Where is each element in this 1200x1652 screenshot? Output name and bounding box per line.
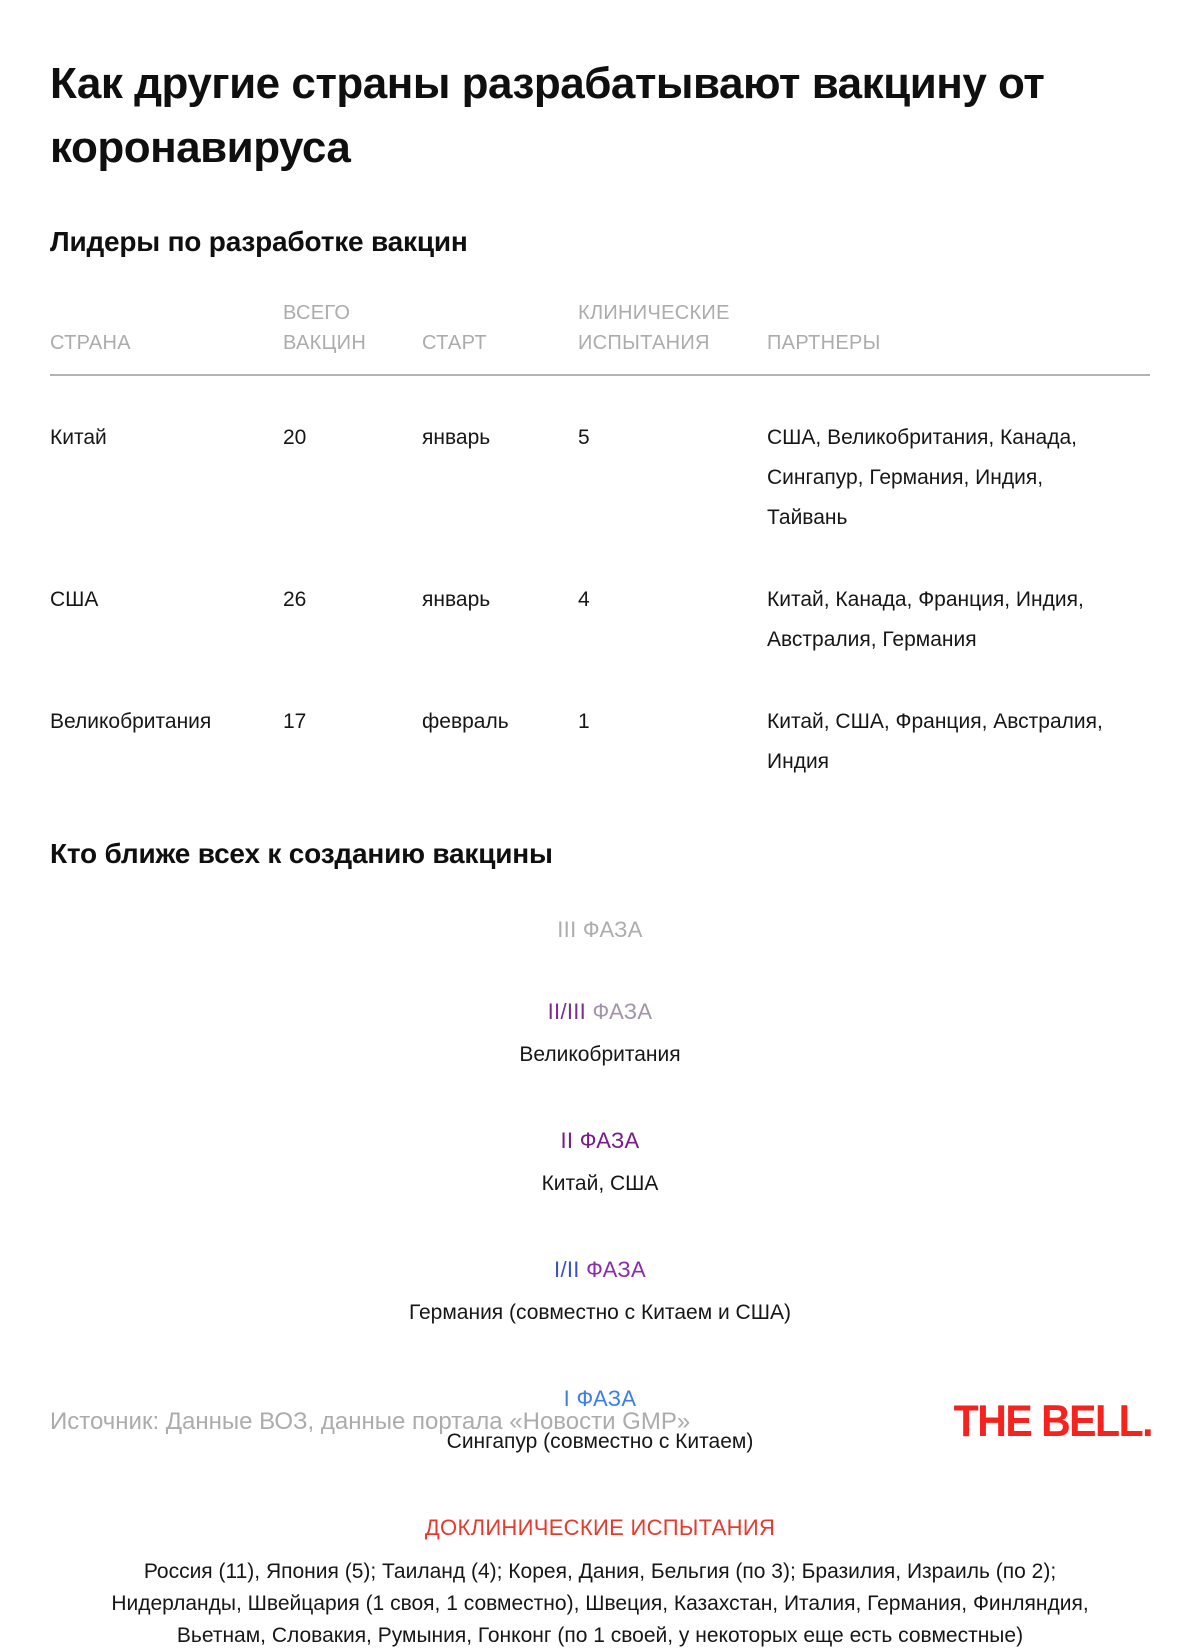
cell-partners: США, Великобритания, Канада, Сингапур, Германия, Индия, Тайвань bbox=[767, 426, 1077, 529]
source-note: Источник: Данные ВОЗ, данные портала «Новости GMP» bbox=[50, 1407, 691, 1435]
cell-country: Великобритания bbox=[50, 710, 212, 733]
phase-label-prefix: I bbox=[563, 1386, 571, 1411]
cell-clinical-trials: 1 bbox=[578, 710, 590, 733]
phase-countries: Германия (совместно с Китаем и США) bbox=[409, 1301, 791, 1324]
header-cell-start: СТАРТ bbox=[422, 332, 487, 354]
cell-clinical-trials: 5 bbox=[578, 426, 590, 449]
phase-countries: Великобритания bbox=[519, 1043, 681, 1066]
footer bbox=[50, 1398, 1152, 1445]
header-cell-partners: ПАРТНЕРЫ bbox=[767, 332, 881, 354]
phase-label-prefix: ДОКЛИНИЧЕСКИЕ ИСПЫТАНИЯ bbox=[424, 1515, 776, 1540]
cell-start: февраль bbox=[422, 710, 509, 733]
table-row bbox=[50, 418, 1150, 538]
vaccine-leaders-table bbox=[50, 298, 1150, 782]
phase-label bbox=[50, 1129, 1150, 1153]
phase-label-suffix: ФАЗА bbox=[570, 1386, 637, 1411]
phase-label-suffix: ФАЗА bbox=[579, 1257, 646, 1282]
leaders-section-heading: Лидеры по разработке вакцин bbox=[50, 226, 468, 257]
phase-block-1-2 bbox=[50, 1258, 1150, 1329]
cell-start: январь bbox=[422, 588, 491, 611]
cell-partners: Китай, Канада, Франция, Индия, Австралия, Германия bbox=[767, 588, 1084, 651]
phase-label bbox=[50, 1000, 1150, 1024]
phase-label-suffix: ФАЗА bbox=[586, 999, 653, 1024]
phase-countries: Россия (11), Япония (5); Таиланд (4); Корея, Дания, Бельгия (по 3); Бразилия, Израиль (по 2); Нидерланды, Швейцария (1 своя, 1 совместно), Швеция, Казахстан, Италия, Германия, Финляндия, Вьетнам, Словакия, Румыния, Гонконг (по 1 своей, у некоторых еще есть совместные) bbox=[111, 1560, 1089, 1647]
table-divider bbox=[50, 374, 1150, 376]
phase-label-prefix: III bbox=[557, 917, 577, 942]
header-cell-country: СТРАНА bbox=[50, 332, 131, 354]
cell-country: США bbox=[50, 588, 99, 611]
phase-funnel bbox=[50, 918, 1150, 1652]
table-row bbox=[50, 702, 1150, 782]
header-cell-total-vaccines: ВСЕГО ВАКЦИН bbox=[283, 302, 367, 354]
phase-label-suffix: ФАЗА bbox=[576, 917, 643, 942]
table-row bbox=[50, 580, 1150, 660]
phase-block-2-3 bbox=[50, 1000, 1150, 1071]
cell-country: Китай bbox=[50, 426, 107, 449]
phases-section-heading: Кто ближе всех к созданию вакцины bbox=[50, 838, 553, 869]
cell-start: январь bbox=[422, 426, 491, 449]
phase-countries: Китай, США bbox=[541, 1172, 659, 1195]
table-header-row bbox=[50, 298, 1150, 358]
the-bell-logo: THE BELL. bbox=[953, 1396, 1152, 1446]
cell-partners: Китай, США, Франция, Австралия, Индия bbox=[767, 710, 1103, 773]
phase-block-3 bbox=[50, 918, 1150, 942]
phase-label bbox=[50, 918, 1150, 942]
phase-block-preclinical bbox=[50, 1516, 1150, 1652]
phase-label-prefix: II bbox=[560, 1128, 574, 1153]
phase-label-prefix: I/II bbox=[554, 1257, 580, 1282]
phase-label-prefix: II/III bbox=[547, 999, 587, 1024]
page-title: Как другие страны разрабатывают вакцину от коронавируса bbox=[50, 59, 1045, 172]
header-cell-clinical-trials: КЛИНИЧЕСКИЕ ИСПЫТАНИЯ bbox=[578, 302, 730, 354]
phase-label-suffix: ФАЗА bbox=[573, 1128, 640, 1153]
cell-total-vaccines: 17 bbox=[283, 710, 307, 733]
phase-countries: Сингапур (совместно с Китаем) bbox=[446, 1430, 754, 1453]
cell-total-vaccines: 26 bbox=[283, 588, 307, 611]
phase-block-2 bbox=[50, 1129, 1150, 1200]
phase-label bbox=[50, 1516, 1150, 1540]
cell-total-vaccines: 20 bbox=[283, 426, 307, 449]
cell-clinical-trials: 4 bbox=[578, 588, 590, 611]
phase-label bbox=[50, 1258, 1150, 1282]
